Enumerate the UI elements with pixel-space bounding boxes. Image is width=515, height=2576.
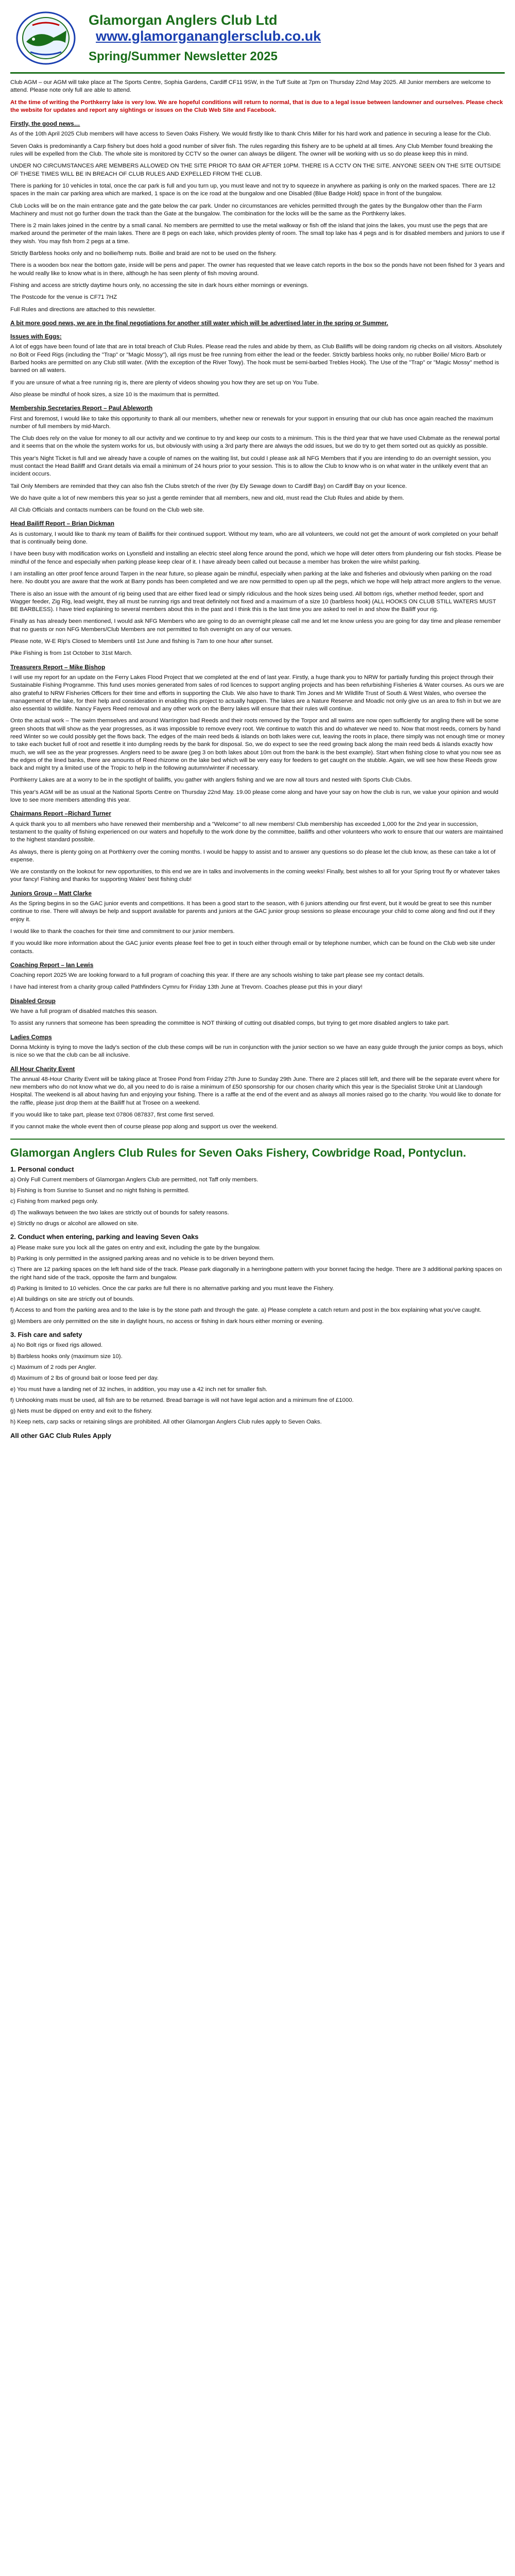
section-heading: All Hour Charity Event — [10, 1065, 75, 1073]
section-paragraph: Coaching report 2025 We are looking forward to a full program of coaching this year. If there are any schools wishing to take part please see my contact details. — [10, 972, 424, 979]
section-heading: Firstly, the good news… — [10, 120, 80, 128]
section-paragraph: As always, there is plenty going on at Porthkerry over the coming months. I would be happy to assist and to answer any questions so do please let the club know, as these can take a lot of expense. — [10, 849, 496, 863]
rule-item: e) All buildings on site are strictly out of bounds. — [10, 1296, 134, 1303]
section-paragraph: I will use my report for an update on the Ferry Lakes Flood Project that we completed at the end of last year. Firstly, a huge thank you to NRW for partially funding this project through their Sustainable Fishing Programme. This fund uses monies generated from sales of rod licences to support angling projects and has been refurbishing Fisheries & Water courses. As ours we are also grateful to NRW Fisheries Officers for their time and efforts in supporting the Club. We also have to thank Tim Jones and Mr Wildlife Trust of South & West Wales, who oversee the management of the lake, for their help and consideration in enabling this project to actually happen. The lakes are a Nature Reserve and Moadic not only give us an area to fish in but we are also essential to wildlife. Nancy Fayers Reed removal and any other work on the Berry lakes will ensure that their rules will continue. — [10, 674, 504, 713]
newsletter-title: Spring/Summer Newsletter 2025 — [89, 49, 278, 63]
rule-item: f) Unhooking mats must be used, all fish are to be returned. Bread barrage is will not have legal action and a minimum fine of £1000. — [10, 1397, 354, 1403]
rule-item: c) Maximum of 2 rods per Angler. — [10, 1364, 97, 1370]
rule-item: b) Fishing is from Sunrise to Sunset and no night fishing is permitted. — [10, 1188, 190, 1194]
rules-footer: All other GAC Club Rules Apply — [10, 1431, 111, 1439]
section-paragraph: The annual 48-Hour Charity Event will be taking place at Trosee Pond from Friday 27th June to Sunday 29th June. There are 2 places still left, and there will be the separate event where for new members who do not know what we do, all you need to do is raise a minimum of £50 sponsorship for our chosen charity which this year is the Specialist Stroke Unit at Llandough Hospital. The weekend is all about having fun and enjoying your fishing. There is a raffle at the end of the event and as always all monies raised go to the charity. You would like to donate for the raffle, please just drop them at the Bailiff hut at Trosee on a weekend. — [10, 1076, 501, 1106]
newsletter-header — [10, 7, 505, 69]
section-paragraph: We do have quite a lot of new members this year so just a gentle reminder that all members, new and old, must read the Club Rules and abide by them. — [10, 495, 404, 501]
newsletter-sections — [10, 120, 505, 1131]
rule-item: f) Access to and from the parking area and to the lake is by the stone path and through the gate. a) Please complete a catch return and post in the box explaining what you've caught. — [10, 1307, 482, 1314]
section-paragraph: I am installing an otter proof fence around Tarpen in the near future, so please again be mindful, especially when parking at the lake and fisheries and obviously when parking on the road here. No doubt you are aware that the work at Barry ponds has been completed and we are now permitted to open up all the pegs, which we hope will help attract more anglers to the venue. — [10, 570, 502, 585]
rule-item: c) There are 12 parking spaces on the left hand side of the track. Please park diagonally in a herringbone pattern with your bonnet facing the hedge. There are 3 additional parking spaces on the right hand side of the track, opposite the farm and bungalow. — [10, 1266, 502, 1281]
section-paragraph: Club Locks will be on the main entrance gate and the gate below the car park. Under no circumstances are vehicles permitted through the gates by the Bungalow other than the Farm Machinery and must not go further down the track than the Gate at the bungalow. The combination for the locks will be the same as the Porthkerry lakes. — [10, 202, 482, 217]
rules-subheading: 1. Personal conduct — [10, 1165, 74, 1173]
rule-item: d) Parking is limited to 10 vehicles. Once the car parks are full there is no alternative parking and you must leave the Fishery. — [10, 1285, 334, 1292]
rules-subheading: 3. Fish care and safety — [10, 1331, 82, 1339]
section-heading: Head Bailiff Report – Brian Dickman — [10, 520, 114, 528]
rule-item: c) Fishing from marked pegs only. — [10, 1198, 98, 1205]
section-paragraph: Finally as has already been mentioned, I would ask NFG Members who are going to do an overnight please call me and let me know unless you are going for day time and please remember that no guests or non NFG Members/Club Members are not permitted to fish overnight on any of our venues. — [10, 618, 501, 633]
section-paragraph: There is also an issue with the amount of rig being used that are either fixed lead or simply ridiculous and the hook sizes being used. All bottom rigs, whether method feeder, sport and Wagger feeder, Zig Rig, lead weight, they all must be running rigs and treat definitely not fixed and a maximum of a size 10 (barbless hook) (ALL HOOKS ON CLUB STILL WATERS MUST BE BARBLESS). I have tried explaining to several members about this in the past and I think this is the last time you are asked to reel in and show the Bailiff your rig. — [10, 590, 496, 613]
section-paragraph: I would like to thank the coaches for their time and commitment to our junior members. — [10, 928, 235, 935]
rule-item: e) Strictly no drugs or alcohol are allowed on site. — [10, 1221, 139, 1227]
section-paragraph: Donna Mckinty is trying to move the lady's section of the club these comps will be run in conjunction with the junior section so we have an easy guide through the junior comps as boys, which is nice so we that the club can be all inclusive. — [10, 1044, 503, 1059]
rule-item: e) You must have a landing net of 32 inches, in addition, you may use a 42 inch net for smaller fish. — [10, 1386, 267, 1393]
rule-item: g) Nets must be dipped on entry and exit to the fishery. — [10, 1408, 152, 1415]
section-paragraph: There is parking for 10 vehicles in total, once the car park is full and you turn up, you must leave and not try to squeeze in anywhere as parking is only on the marked spaces. There are 12 spaces in the main car parking area which are marked, 1 space is on the ice road at the bungalow and one Disabled (Blue Badge Hold) space in front of the bungalow. — [10, 182, 495, 197]
header-rule — [10, 72, 505, 74]
rule-item: a) No Bolt rigs or fixed rigs allowed. — [10, 1342, 103, 1349]
section-paragraph: I have been busy with modification works on Lyonsfield and installing an electric steel along fence around the pond, which we hope will deter otters from plundering our fish stocks. Please be mindful of the fence and especially when parking please keep clear of it. I have already been called out because a member has broken the wire whilst parking. — [10, 551, 502, 565]
club-logo — [10, 10, 81, 66]
section-paragraph: UNDER NO CIRCUMSTANCES ARE MEMBERS ALLOWED ON THE SITE PRIOR TO 8AM OR AFTER 10PM. THERE IS A CCTV ON THE SITE. ANYONE SEEN ON THE SITE OUTSIDE OF THESE TIMES WILL BE IN BREACH OF CLUB RULES AND EXPELLED FROM THE CLUB. — [10, 163, 501, 177]
section-paragraph: If you cannot make the whole event then of course please pop along and support us over the weekend. — [10, 1124, 278, 1130]
rule-item: a) Please make sure you lock all the gates on entry and exit, including the gate by the bungalow. — [10, 1244, 261, 1251]
section-paragraph: Strictly Barbless hooks only and no boilie/hemp nuts. Boilie and braid are not to be used on the fishery. — [10, 250, 277, 257]
section-paragraph: I have had interest from a charity group called Pathfinders Cymru for Friday 13th June at Trevorn. Coaches please put this in your diary! — [10, 984, 363, 991]
section-paragraph: If you would like more information about the GAC junior events please feel free to get in touch either through email or by telephone number, which can be found on the Club web site under contacts. — [10, 940, 495, 955]
section-paragraph: Also please be mindful of hook sizes, a size 10 is the maximum that is permitted. — [10, 391, 220, 398]
website-link[interactable]: www.glamorgananglersclub.co.uk — [96, 28, 321, 44]
intro-notice: At the time of writing the Porthkerry lake is very low. We are hopeful conditions will return to normal, that is due to a legal issue between landowner and ourselves. Please check the website for updates and report any sightings or issues on the Club Web Site and Facebook. — [10, 99, 503, 113]
rule-item: d) Maximum of 2 lbs of ground bait or loose feed per day. — [10, 1375, 159, 1382]
section-heading: A bit more good news, we are in the final negotiations for another still water which will be advertised later in the spring or Summer. — [10, 319, 388, 327]
rules-title: Glamorgan Anglers Club Rules for Seven Oaks Fishery, Cowbridge Road, Pontyclun. — [10, 1146, 467, 1159]
section-paragraph: We have a full program of disabled matches this season. — [10, 1008, 158, 1015]
rules-list — [10, 1176, 505, 1427]
section-heading: Ladies Comps — [10, 1033, 52, 1041]
rules-section — [10, 1146, 505, 1439]
section-paragraph: If you would like to take part, please text 07806 087837, first come first served. — [10, 1111, 215, 1118]
section-paragraph: The Postcode for the venue is CF71 7HZ — [10, 294, 117, 301]
section-paragraph: Fishing and access are strictly daytime hours only, no accessing the site in dark hours either mornings or evenings. — [10, 282, 309, 289]
section-paragraph: This year's AGM will be as usual at the National Sports Centre on Thursday 22nd May. 19.00 please come along and have your say on how the club is run, we value your opinion and would love to see more members attending this year. — [10, 789, 499, 804]
section-paragraph: This year's Night Ticket is full and we already have a couple of names on the waiting list, but could I please ask all NFG Members that if you are intending to do an overnight session, you must contact the Head Bailiff and Grant details via email a minimum of 24 hours prior to your session. This is to allow the Club to know who is on what water in the unlikely event that an incident occurs. — [10, 455, 491, 478]
rule-item: h) Keep nets, carp sacks or retaining slings are prohibited. All other Glamorgan Anglers Club rules apply to Seven Oaks. — [10, 1419, 322, 1426]
rule-item: g) Members are only permitted on the site in daylight hours, no access or fishing in dark hours either morning or evening. — [10, 1318, 324, 1325]
section-paragraph: There is 2 main lakes joined in the centre by a small canal. No members are permitted to use the metal walkway or fish off the island that joins the lakes, you must use the pegs that are marked around the perimeter of the main lakes. There are 8 pegs on each lake, which provides plenty of room. The small top lake has 4 pegs and is for disabled members and juniors to use if they wish. You may fish from 2 pegs at a time. — [10, 223, 505, 245]
section-heading: Chairmans Report –Richard Turner — [10, 810, 111, 818]
rule-item: b) Parking is only permitted in the assigned parking areas and no vehicle is to be driven beyond them. — [10, 1255, 274, 1262]
section-heading: Issues with Eggs: — [10, 333, 62, 341]
section-paragraph: Please note, W-E Rip's Closed to Members until 1st June and fishing is 7am to one hour after sunset. — [10, 638, 273, 645]
club-crest-icon — [15, 11, 77, 65]
section-paragraph: A quick thank you to all members who have renewed their membership and a "Welcome" to all new members! Club membership has exceeded 1,000 for the 2nd year in succession, testament to the quality of fishing experienced on our waters and hopefully to the work done by the committee, bailiffs and other volunteers who work to ensure that our waters are maintained to the highest standard possible. — [10, 821, 503, 843]
section-paragraph: First and foremost, I would like to take this opportunity to thank all our members, whether new or renewals for your support in ensuring that our club has once again reached the maximum number of full members by mid-March. — [10, 415, 493, 430]
rule-item: d) The walkways between the two lakes are strictly out of bounds for safety reasons. — [10, 1209, 229, 1216]
section-heading: Disabled Group — [10, 997, 56, 1005]
section-heading: Juniors Group – Matt Clarke — [10, 889, 92, 897]
section-paragraph: Tail Only Members are reminded that they can also fish the Clubs stretch of the river (by Ely Sewage down to Cardiff Bay) on Cardiff Bay on your licence. — [10, 483, 407, 489]
rule-item: a) Only Full Current members of Glamorgan Anglers Club are permitted, not Taff only members. — [10, 1176, 259, 1183]
section-divider — [10, 1139, 505, 1140]
rule-item: b) Barbless hooks only (maximum size 10). — [10, 1353, 123, 1360]
section-paragraph: To assist any runners that someone has been spreading the committee is NOT thinking of cutting out disabled comps, but trying to get more disabled anglers to take part. — [10, 1020, 450, 1027]
club-name: Glamorgan Anglers Club Ltd — [89, 12, 278, 28]
section-paragraph: Seven Oaks is predominantly a Carp fishery but does hold a good number of silver fish. The rules regarding this fishery are to be upheld at all times. Any Club Member found breaking the rules will be expelled from the Club. The whole site is monitored by CCTV so the owner can always be diligent. The owner will be working with us so do please keep this in mind. — [10, 143, 493, 158]
section-paragraph: A lot of eggs have been found of late that are in total breach of Club Rules. Please read the rules and abide by them, as Club Bailiffs will be doing random rig checks on all visitors. Absolutely no Bolt or Feed Rigs (including the "Trap" or "Magic Mossy"), all rigs must be free running from either the lead or the feeder. Strictly barbless hooks only, no rubber Boilie/ Micro Barb or Barbed hooks are permitted on any Club still water. (With the exception of the River Towy). The hook must be semi-barbed Trebles Hook). The Use of the "Trap" or "Magic Mossy" method is banned on all waters. — [10, 344, 502, 374]
section-paragraph: The Club does rely on the value for money to all our activity and we continue to try and keep our costs to a minimum. This is the third year that we have used Clubmate as the renewal portal and it seems that on the whole the system works for us, but obviously with using a 3rd party there are always the odd issues, but we do try to get them sorted out as quickly as possible. — [10, 435, 500, 450]
section-paragraph: All Club Officials and contacts numbers can be found on the Club web site. — [10, 507, 204, 514]
section-paragraph: As the Spring begins in so the GAC junior events and competitions. It has been a good start to the season, with 6 juniors attending our first event, but it would be great to see this number continue to rise. There will always be help and support available for parents and juniors at the GAC junior group sessions so please encourage your child to come along and find out if they enjoy it. — [10, 901, 495, 923]
section-paragraph: Porthkerry Lakes are at a worry to be in the spotlight of bailiffs, you gather with anglers fishing and we are now all tours and nested with Sports Club Clubs. — [10, 777, 412, 784]
section-paragraph: If you are unsure of what a free running rig is, there are plenty of videos showing you how they are set up on You Tube. — [10, 379, 319, 386]
intro-paragraph: Club AGM – our AGM will take place at The Sports Centre, Sophia Gardens, Cardiff CF11 9SW, in the Tuff Suite at 7pm on Thursday 22nd May 2025. All Junior members are welcome to attend. Please note only full are able to attend. — [10, 79, 491, 94]
section-heading: Membership Secretaries Report – Paul Ableworth — [10, 404, 153, 412]
section-paragraph: There is a wooden box near the bottom gate, inside will be pens and paper. The owner has requested that we leave catch reports in the box so the ponds have not been fished for 3 years and he would really like to know what is in there, although he has seen plenty of fish moving around. — [10, 262, 505, 277]
header-title-block — [81, 12, 505, 64]
section-paragraph: Onto the actual work – The swim themselves and around Warrington bad Reeds and their roots removed by the Torpor and all swims are now open sufficiently for angling there will be some green shoots that will show as the year progresses, as it was impossible to remove every root. We continue to watch this and do whatever we need to. Now that most reeds, corners by hand reed Winter so we could possibly get the flows back. The edges of the main reed beds & islands on both lakes were cut, leaving the roots in place, there simply was not enough time or money to take each bucket full of root and resettle it into dumpling reeds by the bank for disposal. So, we do expect to see the reed growing back along the main reed beds & islands exactly how much, we will see as the year progresses. Anglers need to be aware (peg 3 on both lakes about 10m out from the bank is the best example). Start when fishing close to what you now see as the edges of the lined banks, there are amounts of Reed rhizome on the lake bed which will be very easy for feeders to get caught on the stubble. Again, we will see how these Reeds grow back and might try a limited use of the Tropic to help in the following autumn/winter if necessary. — [10, 718, 505, 772]
newsletter-body — [10, 79, 505, 1439]
section-heading: Coaching Report – Ian Lewis — [10, 961, 94, 969]
section-paragraph: As of the 10th April 2025 Club members will have access to Seven Oaks Fishery. We would firstly like to thank Chris Miller for his hard work and patience in securing a lease for the Club. — [10, 131, 491, 138]
rules-subheading: 2. Conduct when entering, parking and leaving Seven Oaks — [10, 1233, 199, 1241]
section-paragraph: Full Rules and directions are attached to this newsletter. — [10, 306, 156, 313]
section-heading: Treasurers Report – Mike Bishop — [10, 663, 106, 671]
section-paragraph: Pike Fishing is from 1st October to 31st March. — [10, 650, 132, 657]
section-paragraph: We are constantly on the lookout for new opportunities, to this end we are in talks and involvements in the coming weeks! Finally, best wishes to all for your Spring trout fly or whatever takes your fancy! Fishing and thanks for supporting Wales' best fishing club! — [10, 869, 500, 883]
section-paragraph: As is customary, I would like to thank my team of Bailiffs for their continued support. Without my team, who are all volunteers, we could not get the amount of work completed on your behalf that is continually being done. — [10, 531, 498, 546]
